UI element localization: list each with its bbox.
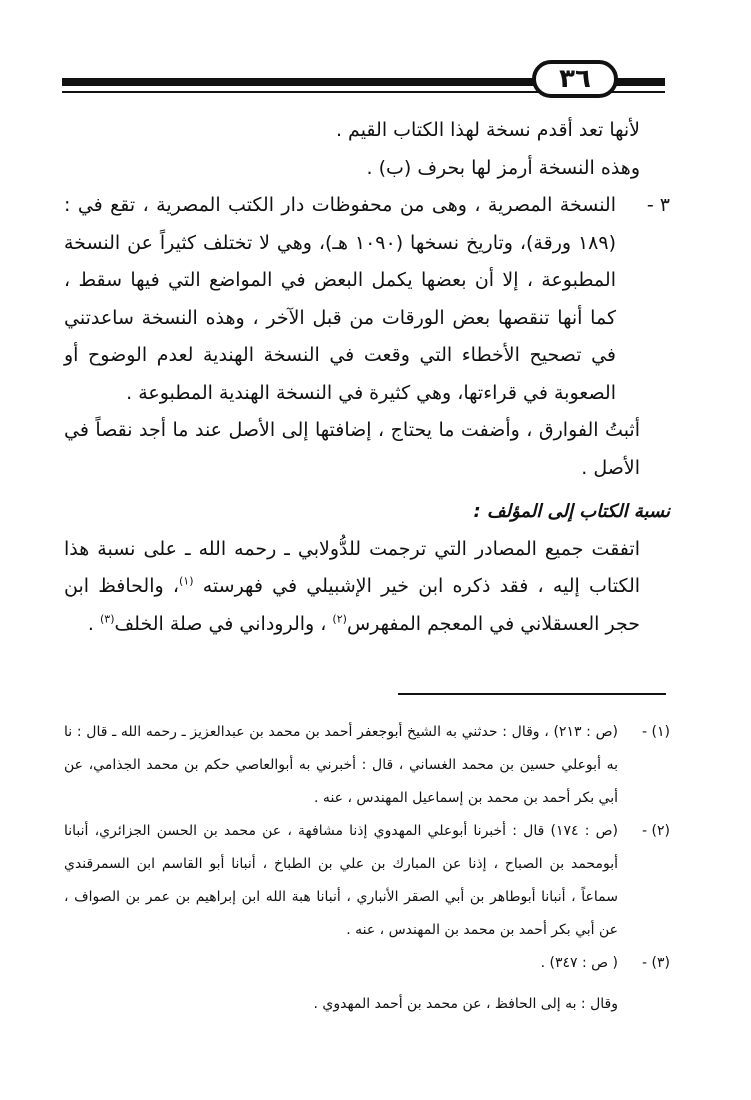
page-header [0,0,751,100]
footnote-number: (٣) - [642,955,670,971]
numbered-item-3 [64,187,670,412]
footnotes [64,716,670,1021]
main-text [64,112,670,643]
text-line: وهذه النسخة أرمز لها بحرف (ب) . [366,156,640,179]
footnote-3 [64,947,670,980]
text-span: ، والروداني في صلة الخلف [114,612,327,635]
footnote-1 [64,716,670,815]
paragraph: أثبتُ الفوارق ، وأضفت ما يحتاج ، إضافتها إلى الأصل عند ما أجد نقصاً في الأصل . [64,419,640,479]
attribution-paragraph [64,531,670,644]
text-span: . [87,612,94,635]
text-span: ، والحافظ ابن حجر العسقلاني في المعجم المفهرس [64,575,640,635]
footnote-text: (ص : ١٧٤) قال : أخبرنا أبوعلي المهدوي إذنا مشافهة ، عن محمد بن الحسن الجزائري، أنبانا أبومحمد بن الصباح ، إذنا عن المبارك بن علي بن الطباخ ، أنبانا أبو القاسم ابن السمرقندي سماعاً ، أنبانا أبوطاهر بن أبي الصقر الأنباري ، أنبانا هبة الله ابن إبراهيم بن عمر بن الصواف ، عن أبي بكر أحمد بن محمد بن المهندس ، عنه . [64,823,618,938]
footnote-ref: (٢) [332,612,347,626]
footnote-ref: (٣) [99,612,115,626]
text-span: اتفقت جميع المصادر التي ترجمت للدُّولابي ـ رحمه الله ـ على نسبة هذا الكتاب إليه ، فقد ذكره ابن خير الإشبيلي في فهرسته [64,537,641,597]
page-number: ٣٦ [559,64,591,94]
footnote-text: ( ص : ٣٤٧) . [540,955,618,971]
item-text: النسخة المصرية ، وهى من محفوظات دار الكتب المصرية ، تقع في : (١٨٩ ورقة)، وتاريخ نسخها (١٠٩٠ هـ)، وهي لا تختلف كثيراً عن النسخة المطبوعة ، إلا أن بعضها يكمل البعض في المواضع التي فيها سقط ، كما أنها تنقصها بعض الورقات من قبل الآخر ، وهذه النسخة ساعدتني في تصحيح الأخطاء التي وقعت في النسخة الهندية لعدم الوضوح أو الصعوبة في قراءتها، وهي كثيرة في النسخة الهندية المطبوعة . [64,194,617,404]
footnote-separator [398,693,666,695]
footnote-3-continuation: وقال : به إلى الحافظ ، عن محمد بن أحمد المهدوي . [313,996,618,1012]
footnote-text: (ص : ٢١٣) ، وقال : حدثني به الشيخ أبوجعفر أحمد بن محمد بن عبدالعزيز ـ رحمه الله ـ قال : نا به أبوعلي حسين بن محمد الغساني ، قال : أخبرني به أبوالعاصي حكم بن محمد الجذامي، عن أبي بكر أحمد بن محمد بن إسماعيل المهندس ، عنه . [64,724,618,806]
footnote-number: (٢) - [642,823,670,839]
page-number-frame [532,60,618,98]
footnote-ref: (١) [179,574,194,588]
item-number: ٣ - [646,194,670,216]
section-heading: نسبة الكتاب إلى المؤلف : [473,501,670,522]
text-line: لأنها تعد أقدم نسخة لهذا الكتاب القيم . [335,119,640,141]
footnote-number: (١) - [642,724,670,740]
footnote-2 [64,815,670,947]
